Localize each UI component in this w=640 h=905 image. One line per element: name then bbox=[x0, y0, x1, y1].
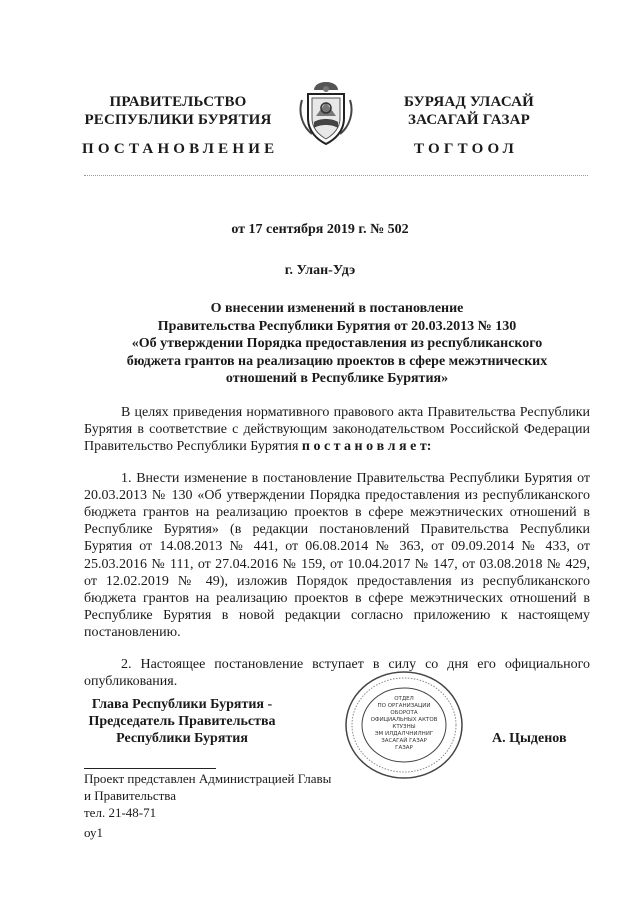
footer-divider bbox=[84, 768, 216, 769]
intro-text: В целях приведения нормативного правового акта Правительства Республики Бурятия в соответствие с действующим законодательством Российской Федерации Правительство Республики Бурятия bbox=[84, 405, 590, 455]
title-line: «Об утверждении Порядка предоставления из республиканского bbox=[131, 336, 543, 351]
stamp-line: КТУЗНЫ bbox=[392, 724, 416, 730]
government-name-bua-line1: БУРЯАД УЛАСАЙ bbox=[403, 94, 535, 110]
stamp-line: ОФИЦИАЛЬНЫХ АКТОВ bbox=[370, 717, 438, 723]
signatory-name: А. Цыденов bbox=[492, 731, 567, 746]
signatory-position-line1: Глава Республики Бурятия - bbox=[91, 697, 273, 712]
footer-note bbox=[84, 770, 384, 821]
title-line: О внесении изменений в постановление bbox=[210, 301, 464, 316]
date-number: от 17 сентября 2019 г. № 502 bbox=[231, 222, 409, 237]
stamp-line: ГАЗАР bbox=[395, 745, 413, 751]
stamp-line: ПО ОРГАНИЗАЦИИ bbox=[377, 703, 431, 709]
stamp-line: ЗАСАГАЙ ГАЗАР bbox=[381, 738, 427, 744]
intro-paragraph bbox=[84, 404, 590, 456]
title-line: Правительства Республики Бурятия от 20.03.2013 № 130 bbox=[157, 318, 517, 334]
footer-line2: и Правительства bbox=[84, 788, 177, 803]
title-line: отношений в Республике Бурятия» bbox=[225, 371, 449, 386]
official-seal-stamp bbox=[344, 670, 464, 780]
item-2-paragraph: 2. Настоящее постановление вступает в силу со дня его официального опубликования. bbox=[84, 656, 590, 689]
intro-emphasis: п о с т а н о в л я е т: bbox=[301, 439, 432, 455]
government-name-ru-line1: ПРАВИТЕЛЬСТВО bbox=[109, 94, 247, 110]
header-divider bbox=[84, 175, 588, 176]
footer-line1: Проект представлен Администрацией Главы bbox=[84, 771, 332, 786]
government-name-bua-line2: ЗАСАГАЙ ГАЗАР bbox=[408, 112, 530, 128]
signatory-position-line3: Республики Бурятия bbox=[116, 731, 248, 746]
document-code: оу1 bbox=[84, 825, 104, 840]
item-1-paragraph: 1. Внести изменение в постановление Правительства Республики Бурятия от 20.03.2013 № 130 «Об утверждении Порядка предоставления из республиканского бюджета грантов на реализацию проектов в сфере межэтнических отношений в Республике Бурятия» (в редакции постановлений Правительства Республики Бурятия от 14.08.2013 № 441, от 06.08.2014 № 363, от 09.09.2014 № 433, от 25.03.2016 № 111, от 27.04.2016 № 159, от 10.04.2017 № 147, от 03.08.2018 № 429, от 12.02.2019 № 49), изложив Порядок предоставления из республиканского бюджета грантов на реализацию проектов в сфере межэтнических отношений в Республике Бурятия в новой редакции согласно приложению к настоящему постановлению. bbox=[84, 470, 590, 641]
stamp-line: ЭМ ИЛДАЛЧНИЛНИГ bbox=[374, 731, 434, 737]
stamp-line: ОТДЕЛ bbox=[394, 696, 414, 702]
government-name-ru-line2: РЕСПУБЛИКИ БУРЯТИЯ bbox=[84, 112, 272, 128]
city: г. Улан-Удэ bbox=[284, 263, 356, 278]
government-name-bua bbox=[374, 93, 564, 129]
footer-phone: тел. 21-48-71 bbox=[84, 805, 157, 820]
title-line: бюджета грантов на реализацию проектов в сфере межэтнических bbox=[126, 353, 548, 369]
doc-type-bua: ТОГТООЛ bbox=[414, 141, 518, 157]
signatory-position bbox=[82, 696, 282, 747]
document-body bbox=[84, 404, 590, 690]
coat-of-arms-emblem bbox=[296, 78, 356, 148]
signatory-position-line2: Председатель Правительства bbox=[88, 714, 276, 729]
government-name-ru bbox=[78, 93, 278, 129]
document-title bbox=[84, 300, 590, 388]
stamp-line: ОБОРОТА bbox=[390, 710, 418, 716]
doc-type-ru: ПОСТАНОВЛЕНИЕ bbox=[82, 141, 279, 157]
